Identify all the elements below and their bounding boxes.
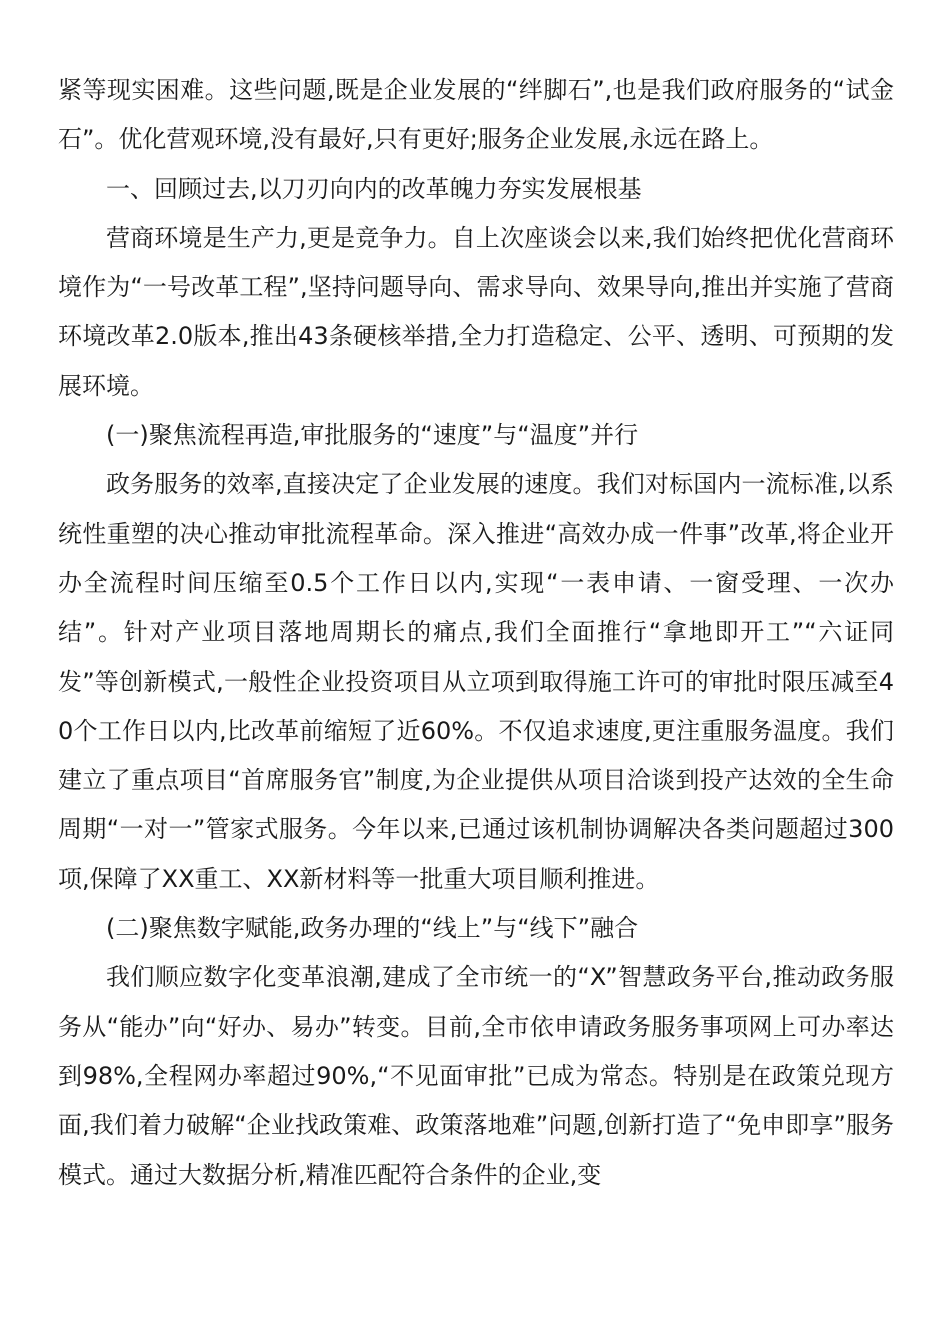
section-heading: 一、回顾过去,以刀刃向内的改革魄力夯实发展根基 (106, 174, 642, 203)
body-paragraph: 营商环境是生产力,更是竞争力。自上次座谈会以来,我们始终把优化营商环境作为“一号改革工程”,坚持问题导向、需求导向、效果导向,推出并实施了营商环境改革2.0版本,推出43条硬核举措,全力打造稳定、公平、透明、可预期的发展环境。 (58, 223, 894, 400)
body-paragraph: 政务服务的效率,直接决定了企业发展的速度。我们对标国内一流标准,以系统性重塑的决心推动审批流程革命。深入推进“高效办成一件事”改革,将企业开办全流程时间压缩至0.5个工作日以内,实现“一表申请、一窗受理、一次办结”。针对产业项目落地周期长的痛点,我们全面推行“拿地即开工”“六证同发”等创新模式,一般性企业投资项目从立项到取得施工许可的审批时限压减至40个工作日以内,比改革前缩短了近60%。不仅追求速度,更注重服务温度。我们建立了重点项目“首席服务官”制度,为企业提供从项目洽谈到投产达效的全生命周期“一对一”管家式服务。今年以来,已通过该机制协调解决各类问题超过300项,保障了XX重工、XX新材料等一批重大项目顺利推进。 (58, 470, 894, 893)
subsection-heading: (一)聚焦流程再造,审批服务的“速度”与“温度”并行 (106, 421, 639, 450)
document-page (58, 66, 894, 1200)
subsection-heading: (二)聚焦数字赋能,政务办理的“线上”与“线下”融合 (106, 914, 639, 943)
body-paragraph: 紧等现实困难。这些问题,既是企业发展的“绊脚石”,也是我们政府服务的“试金石”。优化营观环境,没有最好,只有更好;服务企业发展,永远在路上。 (58, 76, 894, 154)
body-paragraph: 我们顺应数字化变革浪潮,建成了全市统一的“X”智慧政务平台,推动政务服务从“能办”向“好办、易办”转变。目前,全市依申请政务服务事项网上可办率达到98%,全程网办率超过90%,“不见面审批”已成为常态。特别是在政策兑现方面,我们着力破解“企业找政策难、政策落地难”问题,创新打造了“免申即享”服务模式。通过大数据分析,精准匹配符合条件的企业,变 (58, 963, 894, 1189)
